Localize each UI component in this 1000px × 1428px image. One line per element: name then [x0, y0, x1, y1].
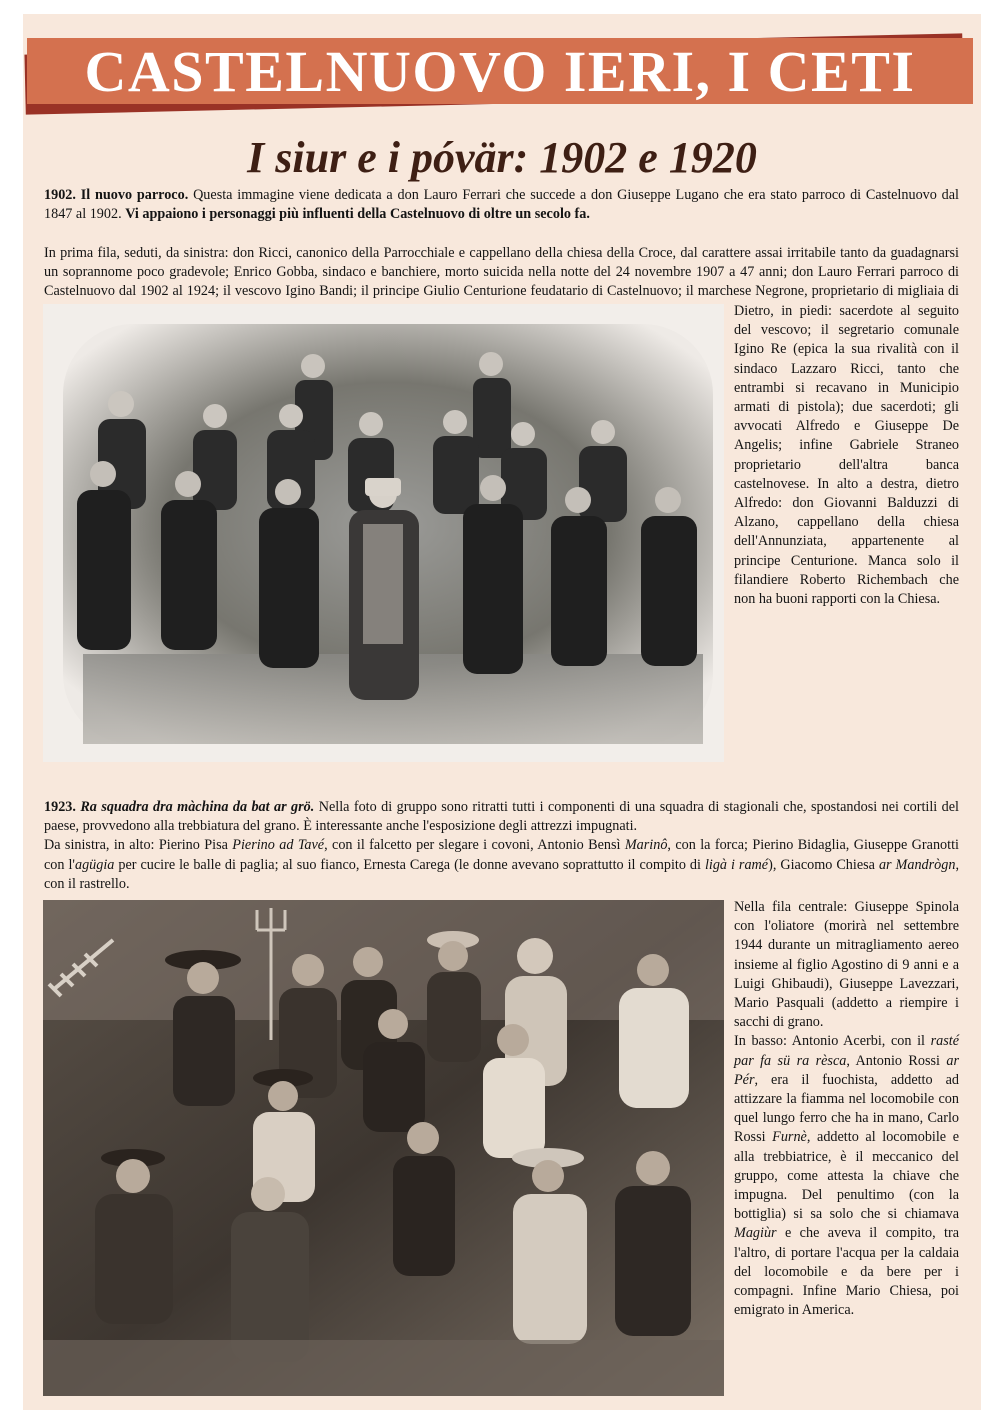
- section-1923-side-text: [734, 898, 959, 1398]
- top-row-text-b: , con il falcetto per slegare i covoni, Antonio Bensì: [324, 837, 625, 854]
- section-1923-title: Ra squadra dra màchina da bat ar grö.: [80, 799, 315, 815]
- nickname-marino: Marinô: [624, 837, 668, 854]
- bottom-row-text-c: , era il fuochista, addetto ad attizzare la fiamma nel locomobile con quel lungo ferro che ha in mano, Carlo Rossi: [734, 1071, 959, 1146]
- section-1902-front-row: [44, 244, 959, 304]
- section-1902-lead: 1902. Il nuovo parroco.: [44, 187, 189, 203]
- poster: [23, 14, 981, 1410]
- photo-1902-group: [43, 304, 724, 762]
- title-banner: [27, 38, 973, 104]
- section-1923-year: 1923.: [44, 799, 76, 815]
- section-1923-text: [44, 798, 959, 894]
- top-row-text-f: , con il rastrello.: [44, 856, 959, 892]
- bottom-row-text-d: , addetto al locomobile e alla trebbiatrice, è il meccanico del gruppo, come attesta la chiave che impugna. Del penultimo (con la bottiglia) si sa solo che si chiamava: [734, 1129, 960, 1223]
- photo-1923-image: [43, 900, 724, 1396]
- nickname-mandrogn: ar Mandrògn: [878, 856, 956, 873]
- nickname-magiur: Magiùr: [734, 1225, 777, 1242]
- photo-1902-image: [43, 304, 724, 762]
- front-row-text: In prima fila, seduti, da sinistra: don Ricci, canonico della Parrocchiale e cappellano della chiesa della Croce, dal carattere assai irritabile tanto da guadagnarsi un soprannome poco gradevole; Enrico Gobba, sindaco e banchiere, morto suicida nella notte del 24 novembre 1907 a 47 anni; don Lauro Ferrari parroco di Castelnuovo dal 1902 al 1924; il vescovo Igino Bandi; il principe Giulio Centurione feudatario di Castelnuovo; il marchese Negrone, proprietario di migliaia di: [44, 245, 959, 300]
- nickname-furne: Furnè: [772, 1129, 807, 1146]
- back-row-text: Dietro, in piedi: sacerdote al seguito del vescovo; il segretario comunale Igino Re (epica la sua rivalità con il sindaco Lazzaro Ricci, tanto che entrambi si recavano in Municipio armati di pistola); due sacerdoti; gli avvocati Alfredo e Giuseppe De Angelis; infine Gabriele Straneo proprietario dell'altra banca castelnovese. In alto a destra, dietro Alfredo: don Giovanni Balduzzi di Alzano, cappellano della chiesa dell'Annunziata, appartenente al principe Centurione. Manca solo il filandiere Roberto Richembach che non ha buoni rapporti con la Chiesa.: [734, 303, 959, 608]
- section-1902-highlight: Vi appaiono i personaggi più influenti della Castelnuovo di oltre un secolo fa.: [125, 206, 590, 223]
- top-row-text-e: ), Giacomo Chiesa: [768, 856, 879, 873]
- middle-row-text: Nella fila centrale: Giuseppe Spinola con l'oliatore (morirà nel settembre 1944 durante un mitragliamento aereo insieme al figlio Agostino di 9 anni e a Luigi Ghibaudi), Giuseppe Lavezzari, Mario Pasquali (addetto a riempire i sacchi di grano.: [734, 899, 959, 1031]
- photo-1923-group: [43, 900, 724, 1396]
- bottom-row-text-b: , Antonio Rossi: [846, 1052, 947, 1069]
- bottom-row-text-a: In basso: Antonio Acerbi, con il: [734, 1033, 931, 1050]
- section-1902-side-text: [734, 302, 959, 762]
- section-1923-intro: Nella foto di gruppo sono ritratti tutti i componenti di una squadra di stagionali che, spostandosi nei cortili del paese, provvedono alla trebbiatura del grano. È interessante anche l'esposizione degli attrezzi impugnati.: [44, 799, 959, 835]
- nickname-pierino: Pierino ad Tavé: [232, 837, 325, 854]
- tool-raste: rasté par fa sü ra rèsca: [734, 1033, 959, 1069]
- task-liga: ligà i ramé: [704, 856, 769, 873]
- nickname-per: ar Pér: [734, 1052, 959, 1088]
- page-title: CASTELNUOVO IERI, I CETI: [84, 39, 916, 104]
- top-row-text-a: Da sinistra, in alto: Pierino Pisa: [44, 837, 233, 854]
- bottom-row-text-e: e che aveva il compito, tra l'altro, di portare l'acqua per la caldaia del locomobile e da bere per i compagni. Infine Mario Chiesa, poi emigrato in America.: [734, 1225, 959, 1319]
- top-row-text-c: , con la forca; Pierino Bidaglia, Giuseppe Granotti con l': [44, 837, 959, 873]
- section-1902-intro: Questa immagine viene dedicata a don Lauro Ferrari che succede a don Giuseppe Lugano che era stato parroco di Castelnuovo dal 1847 al 1902.: [44, 187, 959, 223]
- section-1902-text: [44, 186, 959, 224]
- page-subtitle: I siur e i póvär: 1902 e 1920: [247, 133, 757, 182]
- top-row-text-d: per cucire le balle di paglia; al suo fianco, Ernesta Carega (le donne avevano soprattutto il compito di: [114, 856, 705, 873]
- tool-agugia: agügia: [74, 856, 115, 873]
